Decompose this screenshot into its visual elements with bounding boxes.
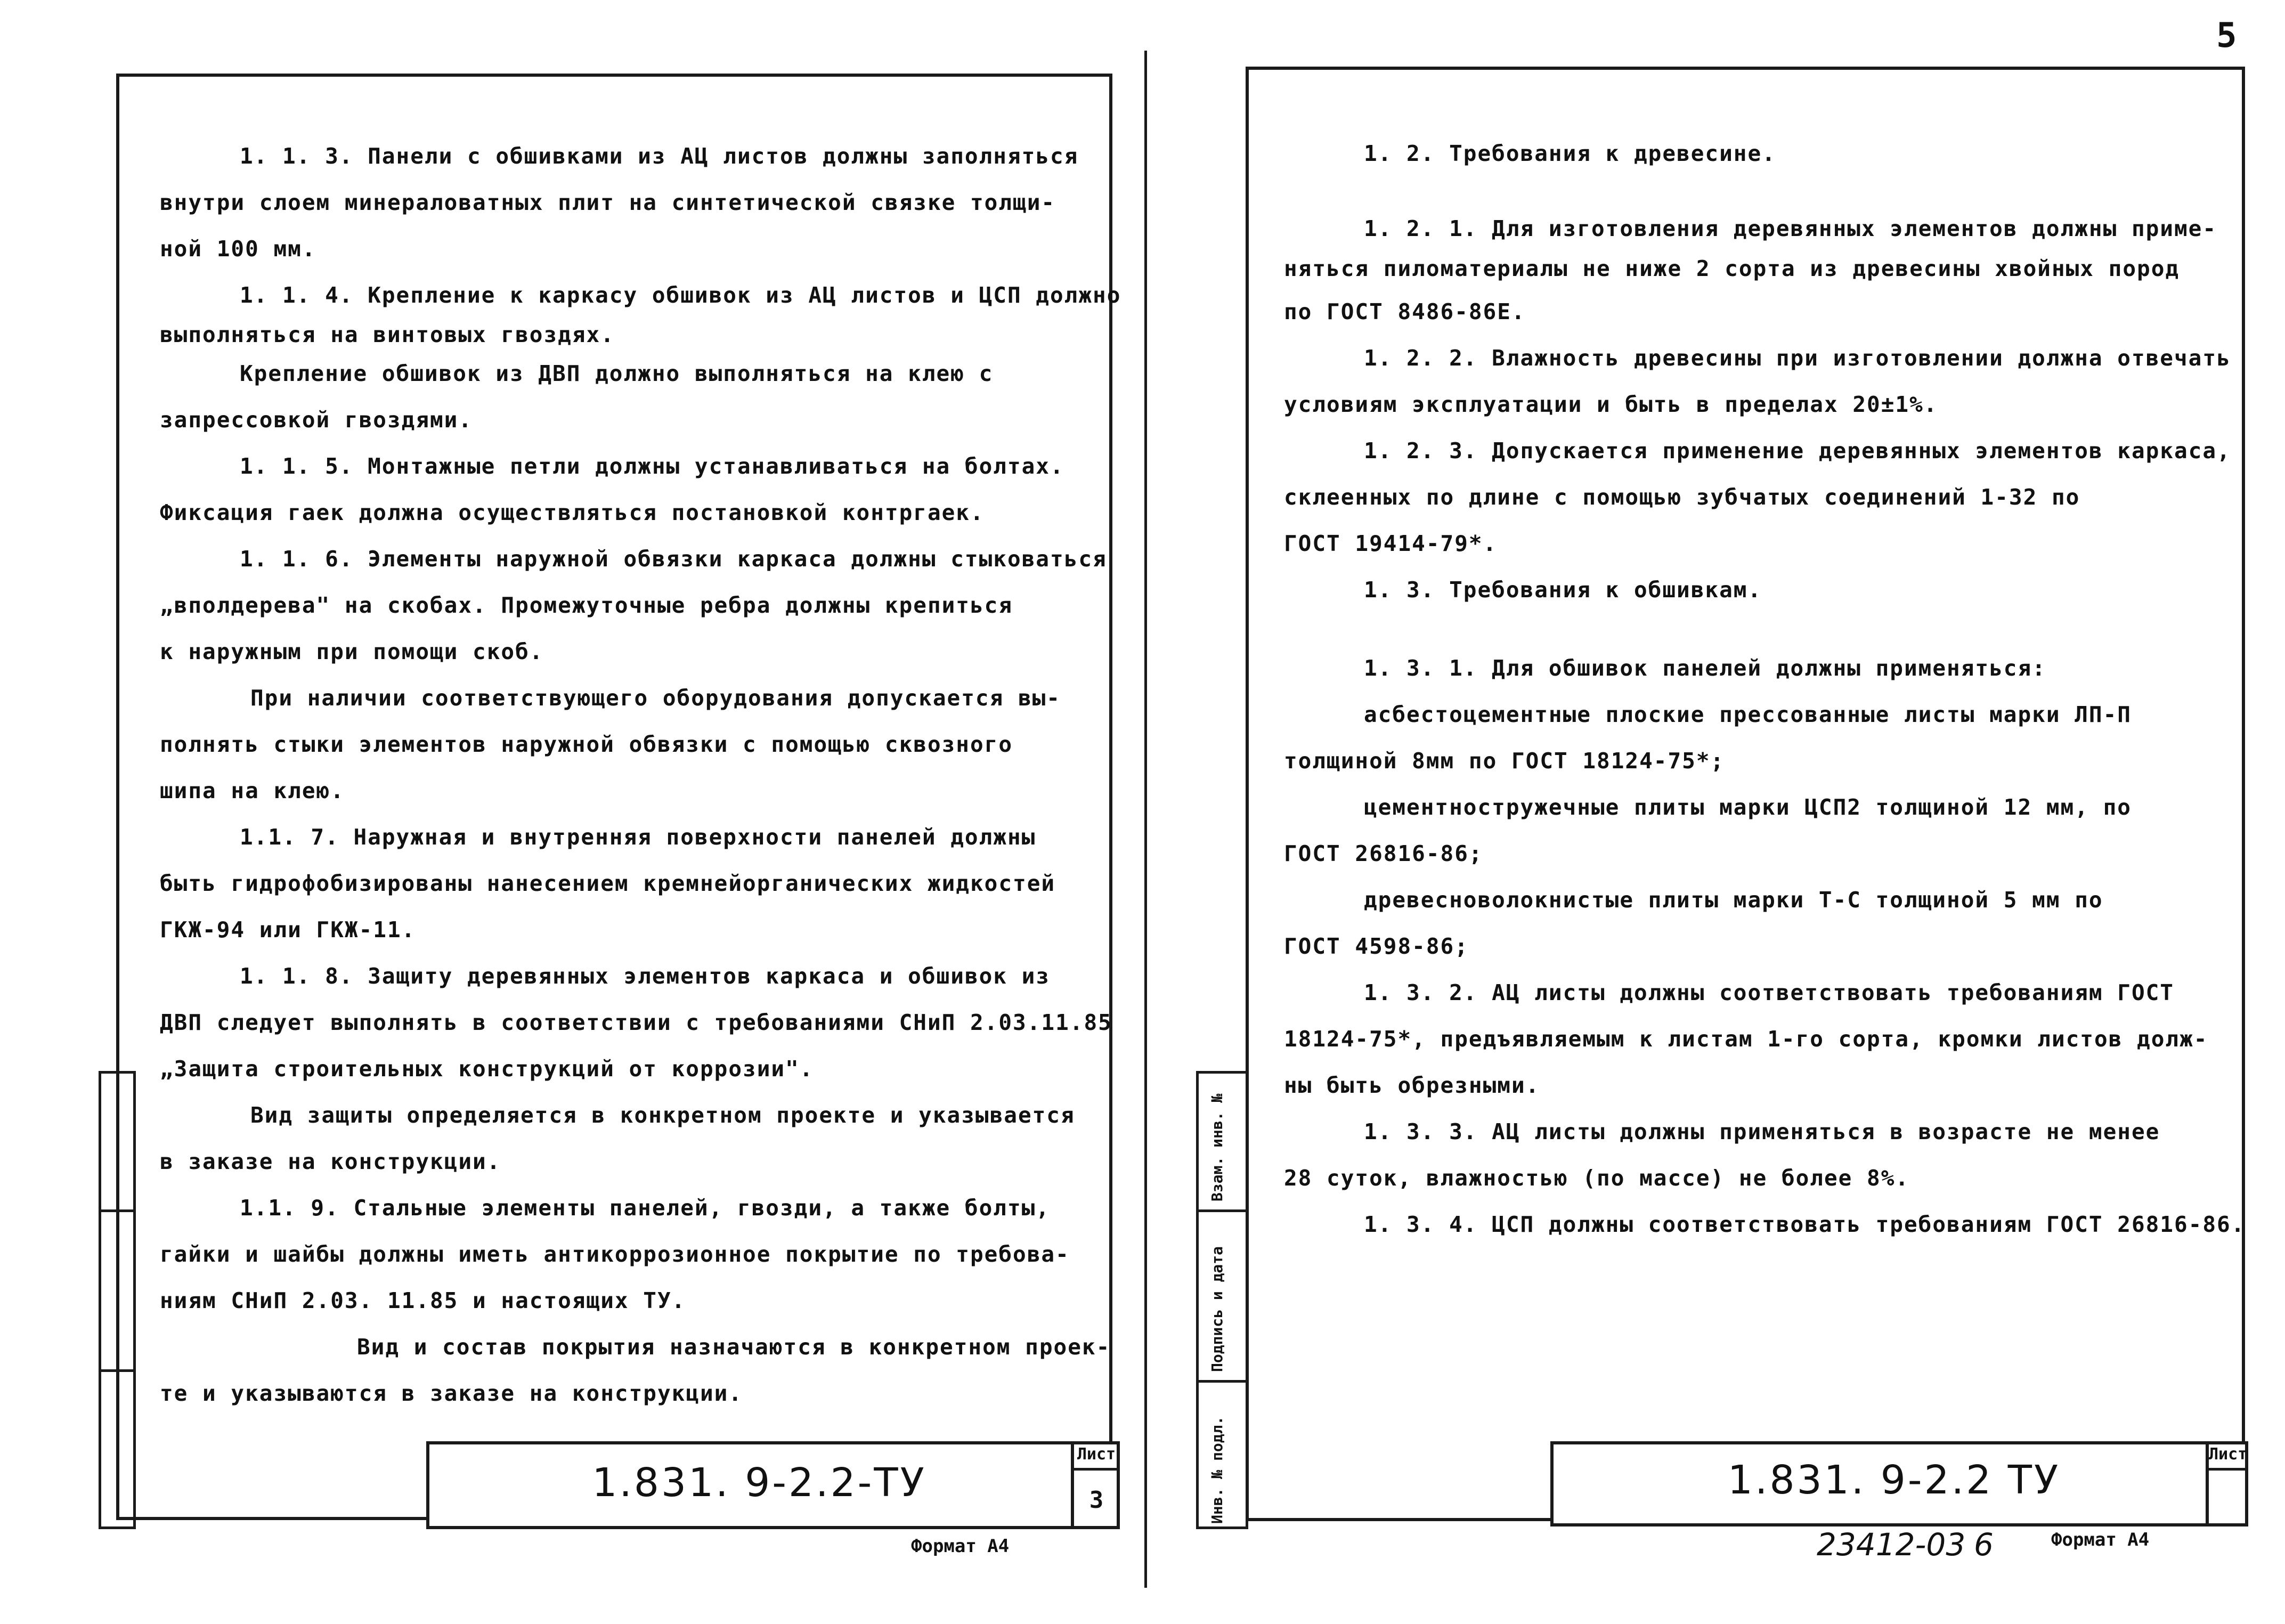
sheet-label: Лист xyxy=(2209,1445,2248,1464)
right-page-text xyxy=(1284,131,2246,1248)
paragraph: запрессовкой гвоздями. xyxy=(160,407,473,433)
paragraph: 1. 3. 3. АЦ листы должны применяться в возрасте не менее xyxy=(1364,1119,2160,1144)
stamp-divider xyxy=(1071,1468,1120,1471)
paragraph: ГКЖ-94 или ГКЖ-11. xyxy=(160,917,416,943)
sheet-number: 3 xyxy=(1089,1487,1104,1514)
paragraph: 1. 1. 6. Элементы наружной обвязки каркаса должны стыковаться xyxy=(240,546,1107,572)
margin-label: Взам. инв. № xyxy=(1208,1093,1226,1201)
paragraph: 1. 3. 2. АЦ листы должны соответствовать требованиям ГОСТ xyxy=(1364,980,2174,1005)
paragraph: толщиной 8мм по ГОСТ 18124-75*; xyxy=(1284,748,1725,774)
left-page-text xyxy=(160,133,1121,1417)
page-number: 5 xyxy=(2216,16,2237,55)
paragraph: 1. 1. 3. Панели с обшивками из АЦ листов должны заполняться xyxy=(240,143,1079,169)
spacer xyxy=(1284,177,2238,209)
paragraph: древесноволокнистые плиты марки Т-С толщиной 5 мм по xyxy=(1364,887,2103,913)
paragraph: в заказе на конструкции. xyxy=(160,1149,501,1174)
paragraph: „Защита строительных конструкций от коррозии". xyxy=(160,1056,814,1082)
paragraph: к наружным при помощи скоб. xyxy=(160,639,544,664)
handwritten-page: 6 xyxy=(1974,1526,1994,1563)
paragraph: 1. 3. 4. ЦСП должны соответствовать требованиям ГОСТ 26816-86. xyxy=(1364,1212,2246,1237)
paragraph: выполняться на винтовых гвоздях. xyxy=(160,322,615,347)
paragraph: 1. 1. 4. Крепление к каркасу обшивок из АЦ листов и ЦСП должно xyxy=(240,282,1121,308)
margin-label: Подпись и дата xyxy=(1208,1246,1226,1372)
binding-divider xyxy=(99,1369,136,1372)
paragraph: 1. 2. Требования к древесине. xyxy=(1364,141,1776,166)
format-label: Формат А4 xyxy=(2051,1529,2150,1550)
spacer xyxy=(1284,613,2238,645)
page-divider xyxy=(1144,51,1147,1588)
paragraph: 1.1. 7. Наружная и внутренняя поверхности панелей должны xyxy=(240,824,1036,850)
paragraph: Крепление обшивок из ДВП должно выполняться на клею с xyxy=(240,361,994,386)
document-code: 1.831. 9-2.2-ТУ xyxy=(592,1460,926,1506)
paragraph: ны быть обрезными. xyxy=(1284,1073,1540,1098)
paragraph: асбестоцементные плоские прессованные листы марки ЛП-П xyxy=(1364,702,2132,727)
sheet-label: Лист xyxy=(1077,1445,1116,1464)
paragraph: условиям эксплуатации и быть в пределах 20±1%. xyxy=(1284,392,1938,417)
paragraph: быть гидрофобизированы нанесением кремнейорганических жидкостей xyxy=(160,871,1056,896)
paragraph: 1. 2. 1. Для изготовления деревянных элементов должны приме- xyxy=(1364,216,2217,241)
paragraph: склеенных по длине с помощью зубчатых соединений 1-32 по xyxy=(1284,484,2080,510)
paragraph: 1. 1. 8. Защиту деревянных элементов каркаса и обшивок из xyxy=(240,963,1050,989)
paragraph: гайки и шайбы должны иметь антикоррозионное покрытие по требова- xyxy=(160,1241,1070,1267)
paragraph: няться пиломатериалы не ниже 2 сорта из древесины хвойных пород xyxy=(1284,256,2180,281)
paragraph: Фиксация гаек должна осуществляться постановкой контргаек. xyxy=(160,500,985,525)
paragraph: цементностружечные плиты марки ЦСП2 толщиной 12 мм, по xyxy=(1364,794,2132,820)
paragraph: те и указываются в заказе на конструкции. xyxy=(160,1381,743,1406)
format-label: Формат А4 xyxy=(911,1536,1010,1557)
paragraph: по ГОСТ 8486-86Е. xyxy=(1284,299,1526,324)
paragraph: 28 суток, влажностью (по массе) не более 8%. xyxy=(1284,1165,1910,1191)
paragraph: ГОСТ 26816-86; xyxy=(1284,841,1483,866)
paragraph: 1. 3. 1. Для обшивок панелей должны применяться: xyxy=(1364,655,2046,681)
binding-divider xyxy=(1196,1209,1248,1212)
paragraph: Вид и состав покрытия назначаются в конкретном проек- xyxy=(357,1334,1111,1360)
stamp-divider xyxy=(1071,1441,1074,1529)
paragraph: „вполдерева" на скобах. Промежуточные ребра должны крепиться xyxy=(160,592,1013,618)
handwritten-number: 23412-03 xyxy=(1817,1526,1966,1563)
paragraph: 1. 1. 5. Монтажные петли должны устанавливаться на болтах. xyxy=(240,453,1064,479)
paragraph: 18124-75*, предъявляемым к листам 1-го сорта, кромки листов долж- xyxy=(1284,1026,2208,1052)
paragraph: 1.1. 9. Стальные элементы панелей, гвозди, а также болты, xyxy=(240,1195,1050,1221)
stamp-divider xyxy=(2206,1468,2248,1471)
paragraph: полнять стыки элементов наружной обвязки с помощью сквозного xyxy=(160,732,1013,757)
paragraph: шипа на клею. xyxy=(160,778,345,803)
margin-label: Инв. № подл. xyxy=(1208,1416,1226,1524)
left-binding-strip xyxy=(99,1071,136,1529)
paragraph: ной 100 мм. xyxy=(160,236,316,262)
paragraph: При наличии соответствующего оборудования допускается вы- xyxy=(250,685,1061,711)
document-code: 1.831. 9-2.2 ТУ xyxy=(1727,1457,2061,1503)
paragraph: 1. 3. Требования к обшивкам. xyxy=(1364,577,1762,603)
paragraph: ГОСТ 19414-79*. xyxy=(1284,531,1498,556)
paragraph: 1. 2. 2. Влажность древесины при изготовлении должна отвечать xyxy=(1364,345,2231,371)
paragraph: ГОСТ 4598-86; xyxy=(1284,933,1469,959)
paragraph: ДВП следует выполнять в соответствии с требованиями СНиП 2.03.11.85 xyxy=(160,1010,1112,1035)
binding-divider xyxy=(99,1209,136,1212)
paragraph: Вид защиты определяется в конкретном проекте и указывается xyxy=(250,1102,1075,1128)
paragraph: 1. 2. 3. Допускается применение деревянных элементов каркаса, xyxy=(1364,438,2231,464)
binding-divider xyxy=(1196,1380,1248,1383)
paragraph: внутри слоем минераловатных плит на синтетической связке толщи- xyxy=(160,190,1056,215)
paragraph: ниям СНиП 2.03. 11.85 и настоящих ТУ. xyxy=(160,1288,686,1313)
